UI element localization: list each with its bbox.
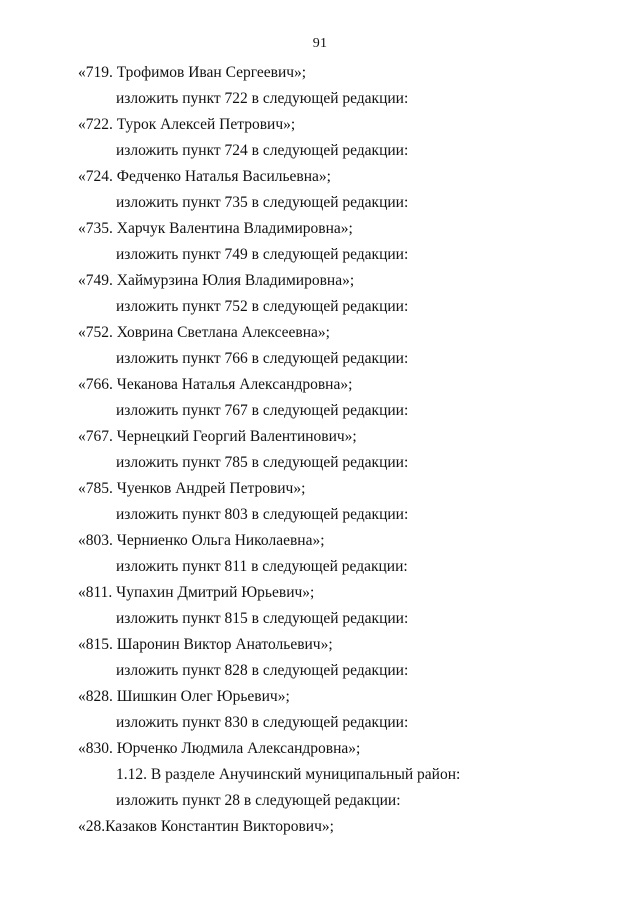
amendment-instruction: изложить пункт 811 в следующей редакции: xyxy=(116,558,408,575)
amendment-instruction: изложить пункт 803 в следующей редакции: xyxy=(116,506,409,523)
list-entry: «724. Федченко Наталья Васильевна»; xyxy=(78,168,331,185)
list-entry: «735. Харчук Валентина Владимировна»; xyxy=(78,220,353,237)
amendment-instruction: изложить пункт 749 в следующей редакции: xyxy=(116,246,409,263)
list-entry: «803. Черниенко Ольга Николаевна»; xyxy=(78,532,325,549)
amendment-instruction: изложить пункт 735 в следующей редакции: xyxy=(116,194,409,211)
amendment-instruction: изложить пункт 815 в следующей редакции: xyxy=(116,610,409,627)
list-entry: «830. Юрченко Людмила Александровна»; xyxy=(78,740,361,757)
amendment-instruction: изложить пункт 724 в следующей редакции: xyxy=(116,142,409,159)
list-entry: «767. Чернецкий Георгий Валентинович»; xyxy=(78,428,357,445)
amendment-instruction: изложить пункт 828 в следующей редакции: xyxy=(116,662,409,679)
amendment-instruction: изложить пункт 830 в следующей редакции: xyxy=(116,714,409,731)
amendment-instruction: изложить пункт 766 в следующей редакции: xyxy=(116,350,409,367)
amendment-instruction: изложить пункт 767 в следующей редакции: xyxy=(116,402,409,419)
document-body xyxy=(0,60,640,840)
section-heading: 1.12. В разделе Анучинский муниципальный район: xyxy=(116,766,461,783)
list-entry: «766. Чеканова Наталья Александровна»; xyxy=(78,376,353,393)
list-entry: «752. Ховрина Светлана Алексеевна»; xyxy=(78,324,330,341)
amendment-instruction: изложить пункт 785 в следующей редакции: xyxy=(116,454,409,471)
list-entry: «719. Трофимов Иван Сергеевич»; xyxy=(78,64,307,81)
list-entry: «749. Хаймурзина Юлия Владимировна»; xyxy=(78,272,355,289)
amendment-instruction: изложить пункт 722 в следующей редакции: xyxy=(116,90,409,107)
page-number: 91 xyxy=(312,36,328,51)
list-entry: «815. Шаронин Виктор Анатольевич»; xyxy=(78,636,333,653)
amendment-instruction: изложить пункт 752 в следующей редакции: xyxy=(116,298,409,315)
list-entry: «811. Чупахин Дмитрий Юрьевич»; xyxy=(78,584,315,601)
list-entry: «28.Казаков Константин Викторович»; xyxy=(78,818,334,835)
list-entry: «828. Шишкин Олег Юрьевич»; xyxy=(78,688,290,705)
list-entry: «785. Чуенков Андрей Петрович»; xyxy=(78,480,306,497)
list-entry: «722. Турок Алексей Петрович»; xyxy=(78,116,296,133)
amendment-instruction: изложить пункт 28 в следующей редакции: xyxy=(116,792,401,809)
